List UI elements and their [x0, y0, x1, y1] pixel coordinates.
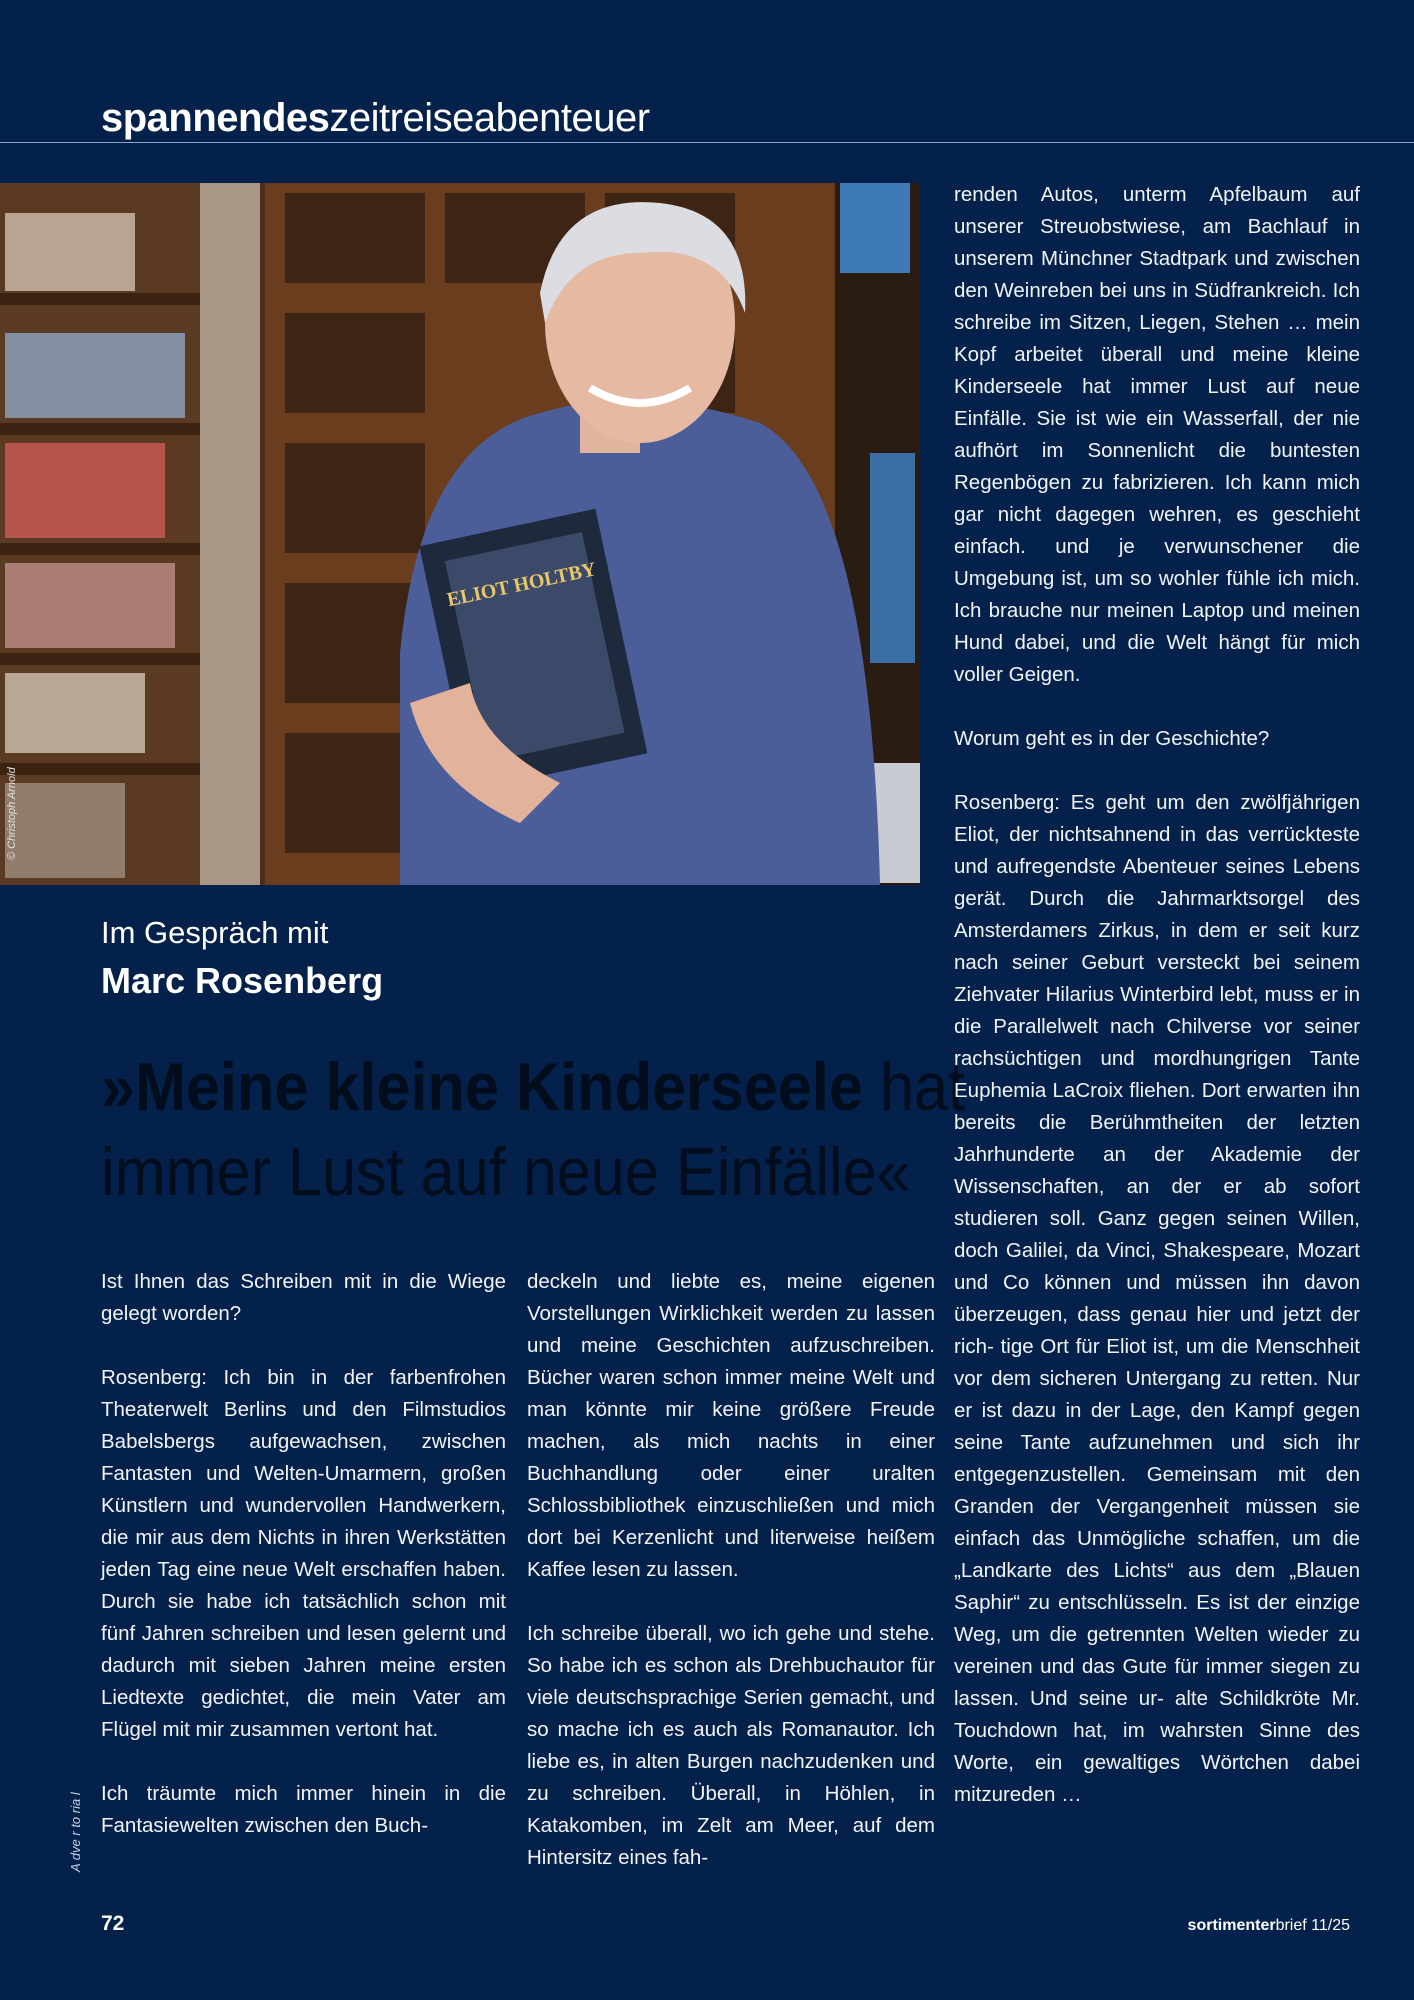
answer-paragraph: Ich schreibe überall, wo ich gehe und stehe. So habe ich es schon als Drehbuchautor für viele deutschsprachige Serien gemacht, und so mache ich es auch als Romanautor. Ich liebe es, in alten Burgen nachzudenken und zu schreiben. Überall, in Höhlen, in Katakomben, im Zelt am Meer, auf dem Hintersitz eines fah-: [527, 1622, 935, 1869]
intro-label: Im Gespräch mit: [101, 915, 329, 950]
answer-paragraph: renden Autos, unterm Apfelbaum auf unserer Streuobstwiese, am Bachlauf in unserem Münchner Stadtpark und zwischen den Weinreben bei uns in Südfrankreich. Ich schreibe im Sitzen, Liegen, Stehen … mein Kopf arbeitet überall und meine kleine Kinderseele hat immer Lust auf neue Einfälle. Sie ist wie ein Wasserfall, der nie aufhört im Sonnenlicht die buntesten Regenbögen zu fabrizieren. Ich kann mich gar nicht dagegen wehren, es geschieht einfach. und je verwunschener die Umgebung ist, um so wohler fühle ich mich. Ich brauche nur meinen Laptop und meinen Hund dabei, und die Welt hängt für mich voller Geigen.: [954, 183, 1360, 686]
kicker-bold: spannendes: [101, 96, 330, 140]
author-photo: [0, 183, 920, 885]
question: Ist Ihnen das Schreiben mit in die Wiege gelegt worden?: [101, 1270, 506, 1325]
headline: [101, 1045, 965, 1215]
brand-bold: sortimenter: [1187, 1917, 1276, 1934]
text-column-2: [527, 1266, 935, 1906]
headline-light-2: immer Lust auf neue Einfälle«: [101, 1134, 911, 1210]
answer-paragraph: Rosenberg: Es geht um den zwölfjährigen Eliot, der nichtsahnend in das verrückteste und aufregendste Abenteuer seines Lebens gerät. Durch die Jahrmarktsorgel des Amsterdamers Zirkus, in dem er seit kurz nach seiner Geburt versteckt bei seinem Ziehvater Hilarius Winterbird lebt, muss er in die Parallelwelt nach Chilverse vor seiner rachsüchtigen und mordhungrigen Tante Euphemia LaCroix fliehen. Dort erwarten ihn bereits die Berühmtheiten der letzten Jahrhunderte an der Akademie der Wissenschaften, an der er ab sofort studieren soll. Ganz gegen seinen Willen, doch Galilei, da Vinci, Shakespeare, Mozart und Co können und müssen ihn davon überzeugen, dass genau hier und jetzt der rich- tige Ort für Eliot ist, um die Menschheit vor dem sicheren Untergang zu retten. Nur er ist dazu in der Lage, den Kampf gegen seine Tante aufzunehmen und sich ihr entgegenzustellen. Gemeinsam mit den Granden der Vergangenheit müssen sie einfach das Unmögliche schaffen, um die „Landkarte des Lichts“ aus dem „Blauen Saphir“ zu entschlüsseln. Es ist der einzige Weg, um die getrennten Welten wieder zu vereinen und das Gute für immer siegen zu lassen. Und seine ur- alte Schildkröte Mr. Touchdown hat, im wahrsten Sinne des Worte, ein gewaltiges Wörtchen dabei mitzureden …: [954, 791, 1360, 1806]
advertorial-label: A dve r to ria l: [68, 1792, 83, 1872]
text-column-3: [954, 179, 1360, 1843]
question: Worum geht es in der Geschichte?: [954, 727, 1270, 750]
answer-paragraph: Rosenberg: Ich bin in der farbenfrohen Theaterwelt Berlins und den Filmstudios Babelsbergs aufgewachsen, zwischen Fantasten und Welten-Umarmern, großen Künstlern und wundervollen Handwerkern, die mir aus dem Nichts in ihren Werkstätten jeden Tag eine neue Welt erschaffen haben. Durch sie habe ich tatsächlich schon mit fünf Jahren schreiben und lesen gelernt und dadurch mit sieben Jahren meine ersten Liedtexte gedichtet, die mein Vater am Flügel mit mir zusammen vertont hat.: [101, 1366, 506, 1741]
book-title: ELIOT HOLTBY: [445, 558, 599, 612]
photo-credit: © Christoph Arnold: [6, 767, 18, 860]
headline-bold: »Meine kleine Kinderseele: [101, 1049, 863, 1125]
kicker-light: zeitreiseabenteuer: [329, 96, 650, 140]
answer-paragraph: Ich träumte mich immer hinein in die Fantasiewelten zwischen den Buch-: [101, 1782, 506, 1837]
section-kicker: [101, 94, 650, 142]
header-rule: [0, 142, 1414, 143]
text-column-1: [101, 1266, 506, 1874]
interviewee-name: Marc Rosenberg: [101, 960, 384, 1001]
brand-issue: brief 11/25: [1275, 1917, 1350, 1934]
answer-paragraph: deckeln und liebte es, meine eigenen Vorstellungen Wirklichkeit werden zu lassen und meine Geschichten aufzuschreiben. Bücher waren schon immer meine Welt und man könnte mir keine größere Freude machen, als mich nachts in einer Buchhandlung oder einer uralten Schlossbibliothek einzuschließen und mich dort bei Kerzenlicht und literweise heißem Kaffee lesen zu lassen.: [527, 1270, 935, 1581]
magazine-brand: [1188, 1917, 1350, 1935]
headline-light-1: hat: [862, 1049, 966, 1125]
photo-illustration: [0, 183, 920, 885]
page-number: 72: [101, 1912, 125, 1935]
